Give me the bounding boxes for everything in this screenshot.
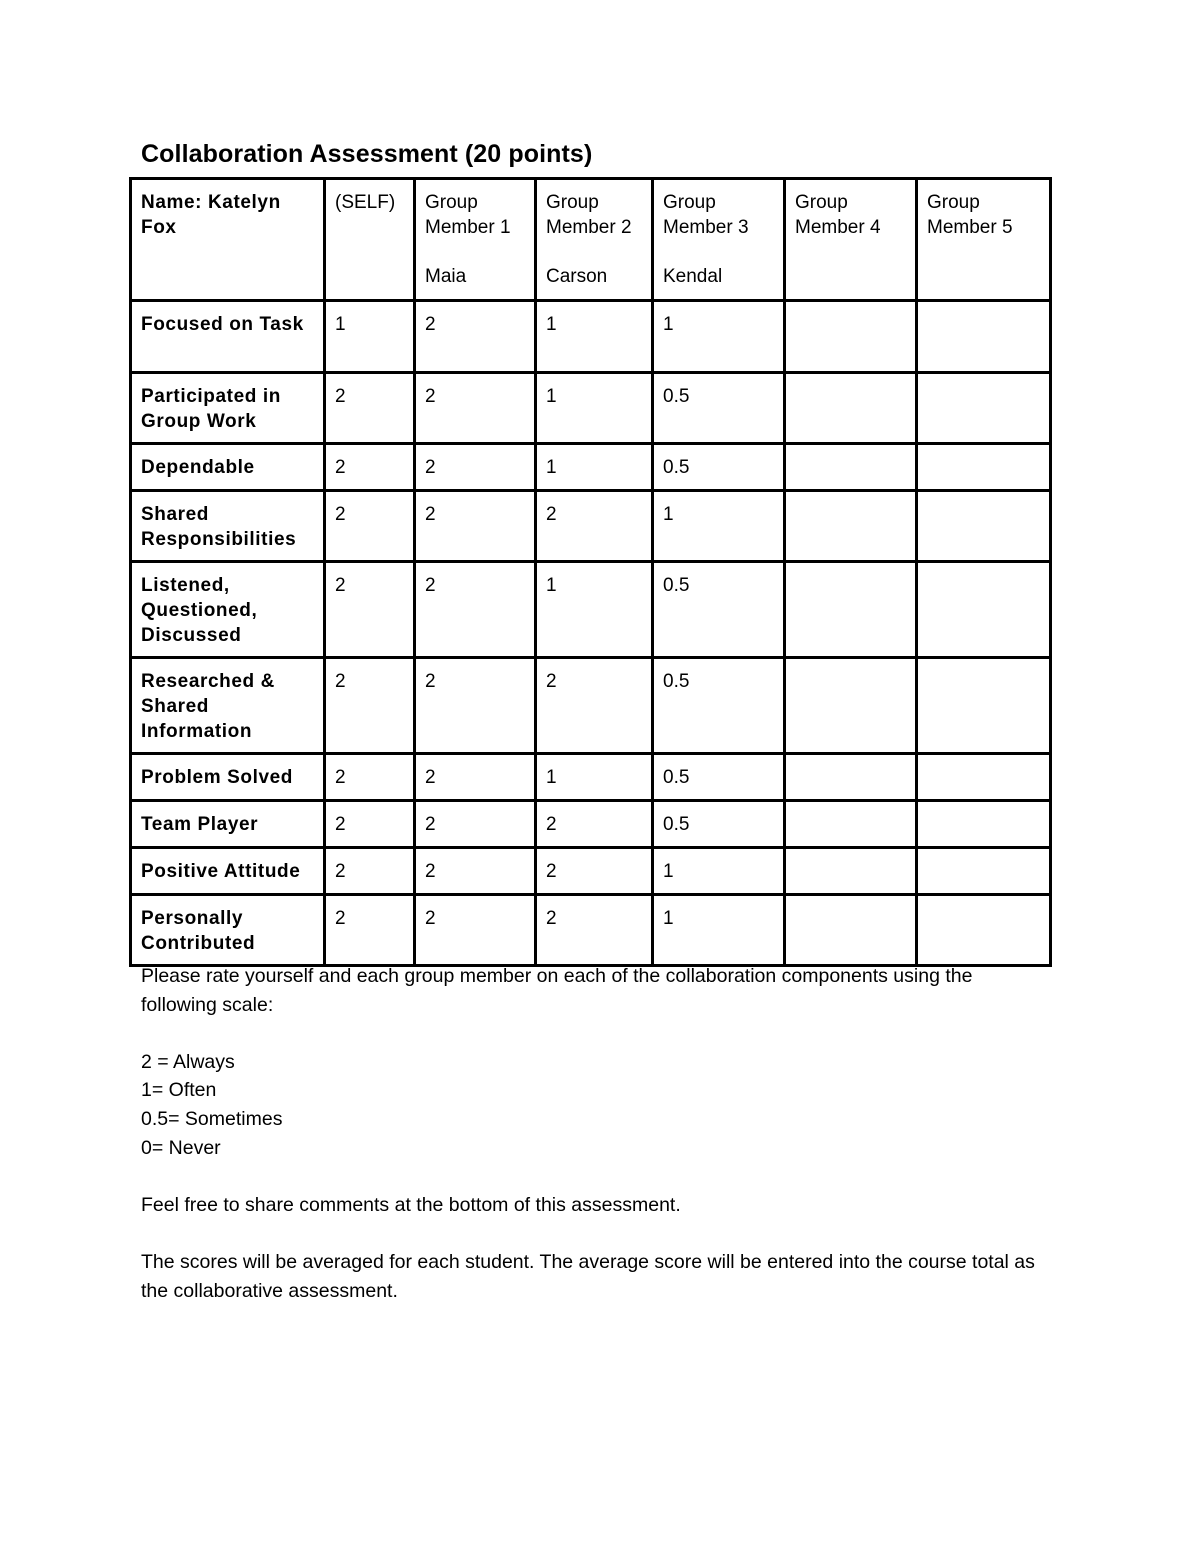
score-cell: 2 <box>536 491 653 562</box>
score-cell: 2 <box>415 848 536 895</box>
score-cell <box>917 895 1051 966</box>
table-row <box>131 491 1051 562</box>
criterion-label: Dependable <box>131 444 325 491</box>
criterion-label: Focused on Task <box>131 301 325 373</box>
score-cell: 2 <box>325 658 415 754</box>
scale-item-always: 2 = Always <box>141 1050 235 1073</box>
member-5-label: Group Member 5 <box>927 192 1013 238</box>
score-cell: 0.5 <box>653 658 785 754</box>
scale-item-often: 1= Often <box>141 1079 217 1102</box>
score-cell: 2 <box>415 491 536 562</box>
table-row <box>131 562 1051 658</box>
table-row <box>131 658 1051 754</box>
score-cell: 1 <box>536 444 653 491</box>
member-1-label: Group Member 1 <box>425 192 511 238</box>
member-2-header-cell <box>536 179 653 301</box>
score-cell: 0.5 <box>653 562 785 658</box>
member-4-label: Group Member 4 <box>795 192 881 238</box>
score-cell <box>785 373 917 444</box>
score-cell <box>917 562 1051 658</box>
score-cell: 1 <box>325 301 415 373</box>
score-cell: 1 <box>536 562 653 658</box>
score-cell: 0.5 <box>653 444 785 491</box>
score-cell: 2 <box>415 895 536 966</box>
score-cell: 2 <box>536 658 653 754</box>
table-row <box>131 444 1051 491</box>
criterion-label: Participated in Group Work <box>131 373 325 444</box>
score-cell: 1 <box>653 491 785 562</box>
score-cell: 2 <box>536 848 653 895</box>
score-cell: 1 <box>536 754 653 801</box>
score-cell: 2 <box>325 373 415 444</box>
instructions-intro: Please rate yourself and each group member on each of the collaboration components using the following scale: <box>141 965 973 1016</box>
scale-item-sometimes: 0.5= Sometimes <box>141 1107 283 1130</box>
page-title: Collaboration Assessment (20 points) <box>141 140 593 168</box>
self-header-cell: (SELF) <box>325 179 415 301</box>
criterion-label: Positive Attitude <box>131 848 325 895</box>
score-cell <box>785 801 917 848</box>
member-5-header-cell <box>917 179 1051 301</box>
score-cell: 2 <box>325 801 415 848</box>
score-cell <box>917 491 1051 562</box>
score-cell <box>785 754 917 801</box>
student-name-cell: Name: Katelyn Fox <box>131 179 325 301</box>
score-cell: 2 <box>415 658 536 754</box>
criterion-label: Shared Responsibilities <box>131 491 325 562</box>
score-cell: 2 <box>325 444 415 491</box>
score-cell: 0.5 <box>653 373 785 444</box>
score-cell: 2 <box>325 895 415 966</box>
score-cell: 2 <box>415 301 536 373</box>
score-cell: 2 <box>325 491 415 562</box>
member-4-header-cell <box>785 179 917 301</box>
score-cell: 2 <box>415 801 536 848</box>
score-cell: 1 <box>536 373 653 444</box>
member-3-name: Kendal <box>663 266 723 287</box>
member-3-header-cell <box>653 179 785 301</box>
header-row <box>131 179 1051 301</box>
score-cell <box>917 373 1051 444</box>
comments-note: Feel free to share comments at the bottom of this assessment. <box>141 1193 681 1216</box>
member-1-header-cell <box>415 179 536 301</box>
score-cell <box>917 754 1051 801</box>
member-3-label: Group Member 3 <box>663 192 749 238</box>
score-cell <box>917 848 1051 895</box>
score-cell <box>917 801 1051 848</box>
score-cell <box>785 848 917 895</box>
score-cell <box>785 895 917 966</box>
table-row <box>131 754 1051 801</box>
table-row <box>131 895 1051 966</box>
score-cell: 2 <box>325 754 415 801</box>
score-cell <box>785 658 917 754</box>
table-row <box>131 301 1051 373</box>
criterion-label: Team Player <box>131 801 325 848</box>
averaging-note: The scores will be averaged for each student. The average score will be entered into the course total as the collaborative assessment. <box>141 1250 1035 1302</box>
table-row <box>131 373 1051 444</box>
score-cell: 2 <box>415 754 536 801</box>
criterion-label: Personally Contributed <box>131 895 325 966</box>
score-cell: 2 <box>325 562 415 658</box>
scale-item-never: 0= Never <box>141 1136 221 1159</box>
criterion-label: Problem Solved <box>131 754 325 801</box>
criterion-label: Researched & Shared Information <box>131 658 325 754</box>
criterion-label: Listened, Questioned, Discussed <box>131 562 325 658</box>
score-cell <box>917 444 1051 491</box>
score-cell: 1 <box>653 848 785 895</box>
score-cell <box>785 301 917 373</box>
member-2-name: Carson <box>546 266 608 287</box>
member-1-name: Maia <box>425 266 467 287</box>
score-cell <box>785 562 917 658</box>
score-cell: 2 <box>415 373 536 444</box>
score-cell: 2 <box>536 895 653 966</box>
score-cell <box>917 658 1051 754</box>
score-cell: 2 <box>325 848 415 895</box>
score-cell: 0.5 <box>653 801 785 848</box>
score-cell: 2 <box>415 444 536 491</box>
score-cell: 2 <box>536 801 653 848</box>
score-rows <box>131 301 1051 966</box>
table-row <box>131 848 1051 895</box>
member-2-label: Group Member 2 <box>546 192 632 238</box>
assessment-table <box>129 177 1052 967</box>
score-cell <box>785 491 917 562</box>
score-cell: 1 <box>653 895 785 966</box>
table-row <box>131 801 1051 848</box>
score-cell: 2 <box>415 562 536 658</box>
score-cell: 1 <box>536 301 653 373</box>
score-cell: 0.5 <box>653 754 785 801</box>
score-cell <box>785 444 917 491</box>
score-cell <box>917 301 1051 373</box>
score-cell: 1 <box>653 301 785 373</box>
instructions <box>141 962 1041 1305</box>
